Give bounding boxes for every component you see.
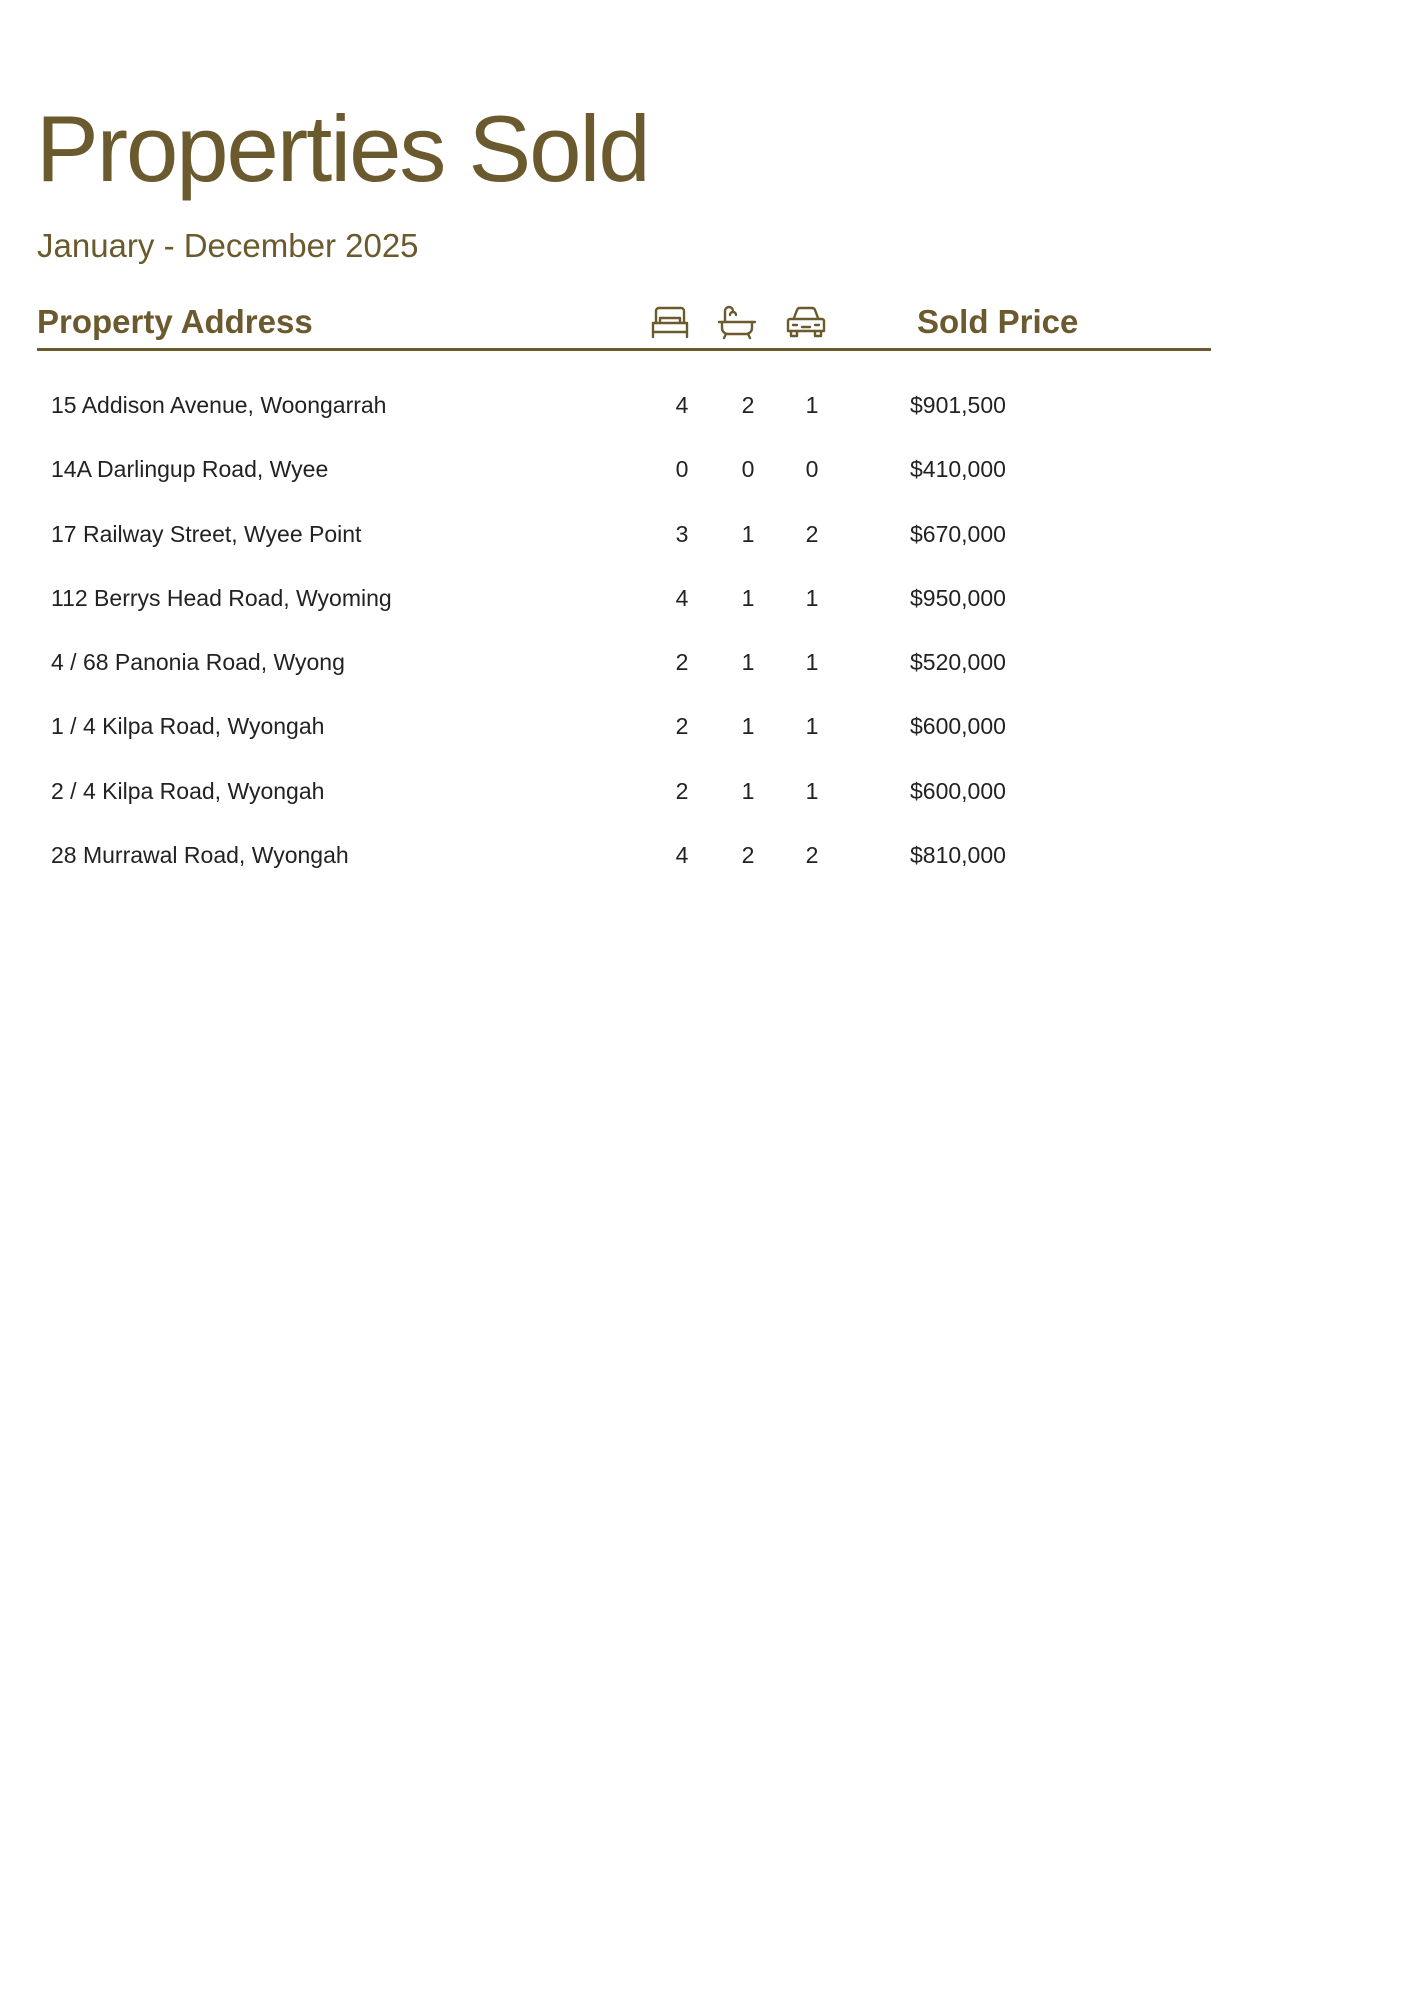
bath-count: 2	[741, 842, 755, 869]
bath-count: 1	[741, 777, 755, 804]
bed-count: 4	[675, 584, 689, 611]
bed-icon	[648, 302, 692, 342]
property-address: 28 Murrawal Road, Wyongah	[51, 842, 349, 869]
sold-price: $810,000	[910, 842, 1006, 869]
bath-count: 1	[741, 649, 755, 676]
sold-price: $520,000	[910, 649, 1006, 676]
bath-count: 1	[741, 520, 755, 547]
bath-count: 1	[741, 713, 755, 740]
sold-price: $901,500	[910, 392, 1006, 418]
sold-price: $600,000	[910, 777, 1006, 804]
property-address: 112 Berrys Head Road, Wyoming	[51, 584, 392, 611]
property-address: 2 / 4 Kilpa Road, Wyongah	[51, 777, 325, 804]
page-subtitle: January - December 2025	[37, 227, 419, 264]
car-count: 1	[805, 649, 819, 676]
table-row	[0, 836, 1414, 900]
car-count: 1	[805, 584, 819, 611]
table-row	[0, 579, 1414, 643]
car-count: 2	[805, 842, 819, 869]
sold-price: $950,000	[910, 584, 1006, 611]
table-header	[37, 305, 1211, 350]
property-address: 1 / 4 Kilpa Road, Wyongah	[51, 713, 325, 740]
bath-icon	[715, 302, 759, 342]
sold-price: $410,000	[910, 456, 1006, 483]
car-count: 2	[805, 520, 819, 547]
sold-price: $600,000	[910, 713, 1006, 740]
property-address: 17 Railway Street, Wyee Point	[51, 520, 362, 547]
sold-price: $670,000	[910, 520, 1006, 547]
table-row	[0, 707, 1414, 771]
car-count: 1	[805, 713, 819, 740]
bed-count: 4	[675, 392, 689, 418]
page-title: Properties Sold	[36, 96, 649, 201]
bed-count: 2	[675, 649, 689, 676]
bed-count: 3	[675, 520, 689, 547]
bed-count: 2	[675, 777, 689, 804]
table-row	[0, 386, 1414, 450]
table-row	[0, 450, 1414, 514]
table-row	[0, 772, 1414, 836]
bath-count: 0	[741, 456, 755, 483]
property-address: 15 Addison Avenue, Woongarrah	[51, 392, 387, 418]
car-count: 1	[805, 777, 819, 804]
properties-table-body	[0, 386, 1414, 900]
header-address: Property Address	[37, 303, 313, 340]
bed-count: 0	[675, 456, 689, 483]
property-address: 14A Darlingup Road, Wyee	[51, 456, 329, 483]
header-divider	[37, 348, 1211, 351]
bath-count: 1	[741, 584, 755, 611]
property-address: 4 / 68 Panonia Road, Wyong	[51, 649, 345, 676]
header-sold-price: Sold Price	[917, 303, 1079, 340]
car-icon	[784, 302, 828, 342]
bed-count: 2	[675, 713, 689, 740]
table-row	[0, 643, 1414, 707]
car-count: 0	[805, 456, 819, 483]
bed-count: 4	[675, 842, 689, 869]
bath-count: 2	[741, 392, 755, 418]
car-count: 1	[805, 392, 819, 418]
table-row	[0, 515, 1414, 579]
